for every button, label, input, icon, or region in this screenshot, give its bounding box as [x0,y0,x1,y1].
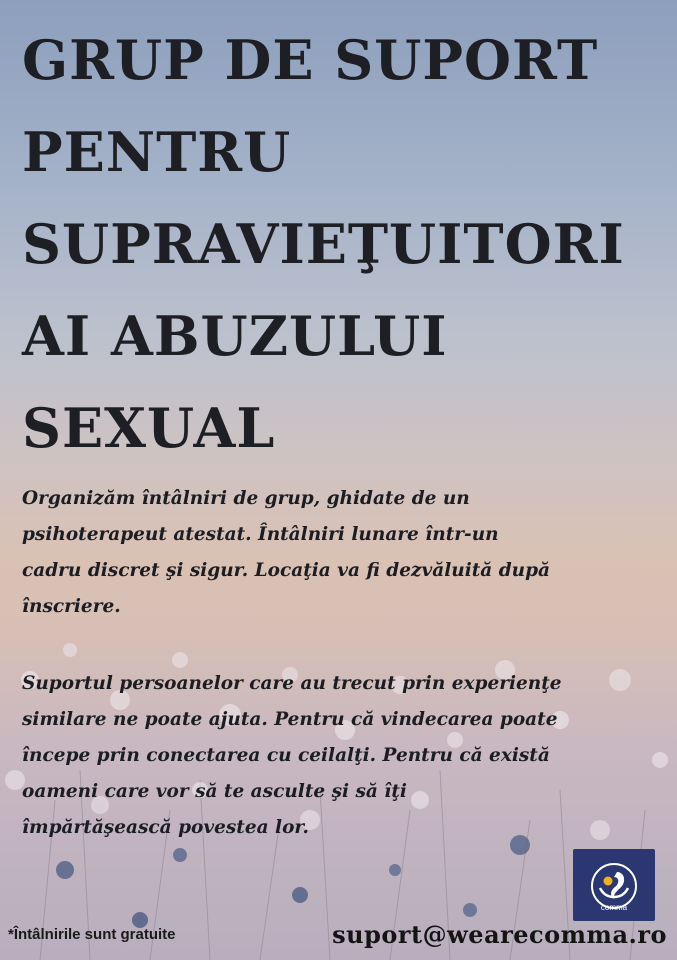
paragraph-line: psihoterapeut atestat. Întâlniri lunare într-un [22,524,499,545]
paragraph-line: începe prin conectarea cu ceilalţi. Pentru că există [22,745,550,766]
title-line: SEXUAL [22,396,276,460]
paragraph-line: Suportul persoanelor care au trecut prin experienţe [22,673,562,694]
poster-title [22,14,662,474]
footnote: *Întâlnirile sunt gratuite [8,926,176,943]
title-line: PENTRU [22,120,292,184]
title-line: GRUP DE SUPORT [22,28,599,92]
paragraph-line: cadru discret şi sigur. Locaţia va fi dezvăluită după [22,560,551,581]
logo-label: comma [600,902,628,912]
comma-logo [573,849,655,921]
paragraph-line: împărtăşească povestea lor. [22,817,309,838]
paragraph-line: înscriere. [22,596,121,617]
description-paragraph [22,481,652,625]
paragraph-line: oameni care vor să te asculte şi să îţi [22,781,407,802]
support-paragraph [22,666,652,846]
contact-email[interactable]: suport@wearecomma.ro [332,920,667,949]
title-line: AI ABUZULUI [22,304,448,368]
paragraph-line: Organizăm întâlniri de grup, ghidate de un [22,488,470,509]
title-line: SUPRAVIEŢUITORI [22,212,625,276]
paragraph-line: similare ne poate ajuta. Pentru că vindecarea poate [22,709,558,730]
